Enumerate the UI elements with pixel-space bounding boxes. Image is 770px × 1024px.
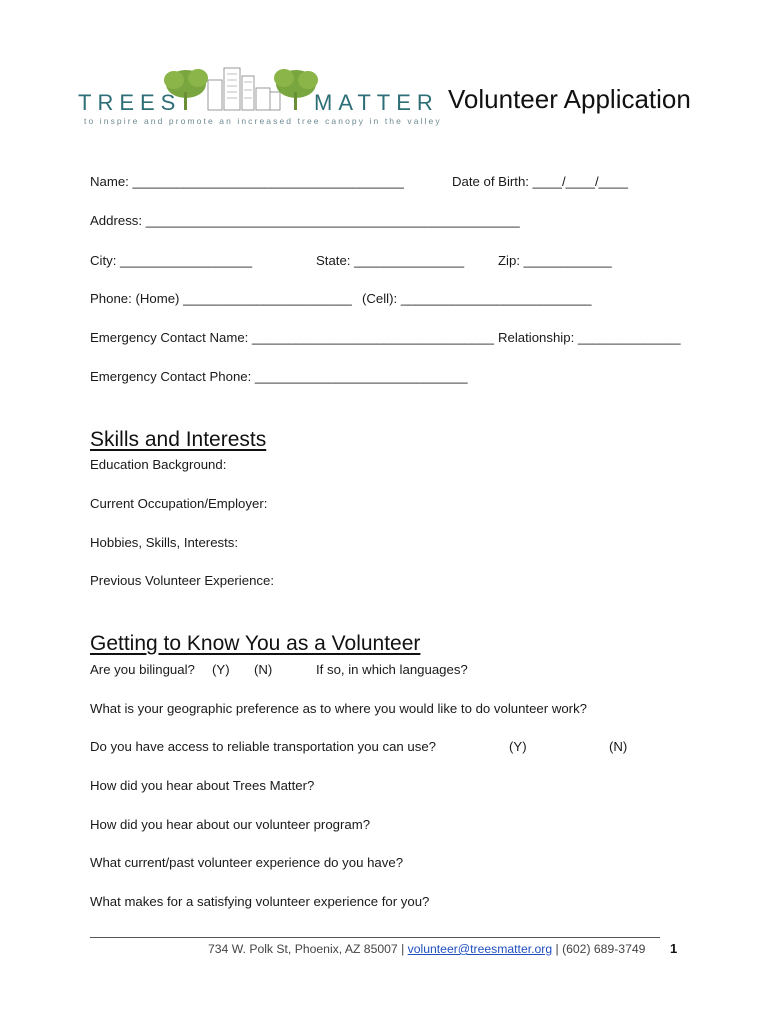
hear-about-program-question: How did you hear about our volunteer program? xyxy=(90,817,371,832)
emergency-contact-phone-field[interactable]: Emergency Contact Phone: _____________________________ xyxy=(90,369,468,384)
footer-email-link[interactable]: volunteer@treesmatter.org xyxy=(407,942,553,956)
geographic-preference-question: What is your geographic preference as to where you would like to do volunteer work? xyxy=(90,701,587,716)
transportation-yes-option[interactable]: (Y) xyxy=(509,739,527,754)
state-field[interactable]: State: _______________ xyxy=(316,253,465,268)
footer-phone: | (602) 689-3749 xyxy=(555,942,646,956)
emergency-contact-name-field[interactable]: Emergency Contact Name: _________________________________ xyxy=(90,330,495,345)
transportation-no-option[interactable]: (N) xyxy=(609,739,628,754)
skills-heading: Skills and Interests xyxy=(90,428,267,451)
home-phone-field[interactable]: Phone: (Home) _______________________ xyxy=(90,291,352,306)
satisfying-experience-question: What makes for a satisfying volunteer experience for you? xyxy=(90,894,430,909)
name-field[interactable]: Name: _____________________________________ xyxy=(90,174,404,189)
hear-about-trees-matter-question: How did you hear about Trees Matter? xyxy=(90,778,315,793)
trees-matter-logo xyxy=(78,62,442,130)
volunteer-experience-question: What current/past volunteer experience do you have? xyxy=(90,855,404,870)
bilingual-yes-option[interactable]: (Y) xyxy=(212,662,230,677)
page-number: 1 xyxy=(670,941,678,956)
bilingual-no-option[interactable]: (N) xyxy=(254,662,273,677)
cell-phone-field[interactable]: (Cell): __________________________ xyxy=(362,291,592,306)
dob-field[interactable]: Date of Birth: ____/____/____ xyxy=(452,174,628,189)
transportation-question: Do you have access to reliable transportation you can use? xyxy=(90,739,437,754)
hobbies-label: Hobbies, Skills, Interests: xyxy=(90,535,239,550)
previous-experience-label: Previous Volunteer Experience: xyxy=(90,573,274,588)
zip-field[interactable]: Zip: ____________ xyxy=(498,253,612,268)
logo-word-trees: TREES xyxy=(78,90,182,115)
current-occupation-label: Current Occupation/Employer: xyxy=(90,496,268,511)
document-title: Volunteer Application xyxy=(448,84,691,114)
address-field[interactable]: Address: ___________________________________________________ xyxy=(90,213,520,228)
bilingual-question: Are you bilingual? xyxy=(90,662,195,677)
footer-contact xyxy=(208,942,645,956)
languages-question: If so, in which languages? xyxy=(316,662,468,677)
getting-to-know-heading: Getting to Know You as a Volunteer xyxy=(90,632,421,655)
logo-word-matter: MATTER xyxy=(314,90,439,115)
relationship-field[interactable]: Relationship: ______________ xyxy=(498,330,681,345)
logo-tagline: to inspire and promote an increased tree canopy in the valley xyxy=(84,116,442,126)
city-field[interactable]: City: __________________ xyxy=(90,253,253,268)
education-background-label: Education Background: xyxy=(90,457,227,472)
footer-address: 734 W. Polk St, Phoenix, AZ 85007 | xyxy=(208,942,405,956)
footer-divider xyxy=(90,937,660,938)
